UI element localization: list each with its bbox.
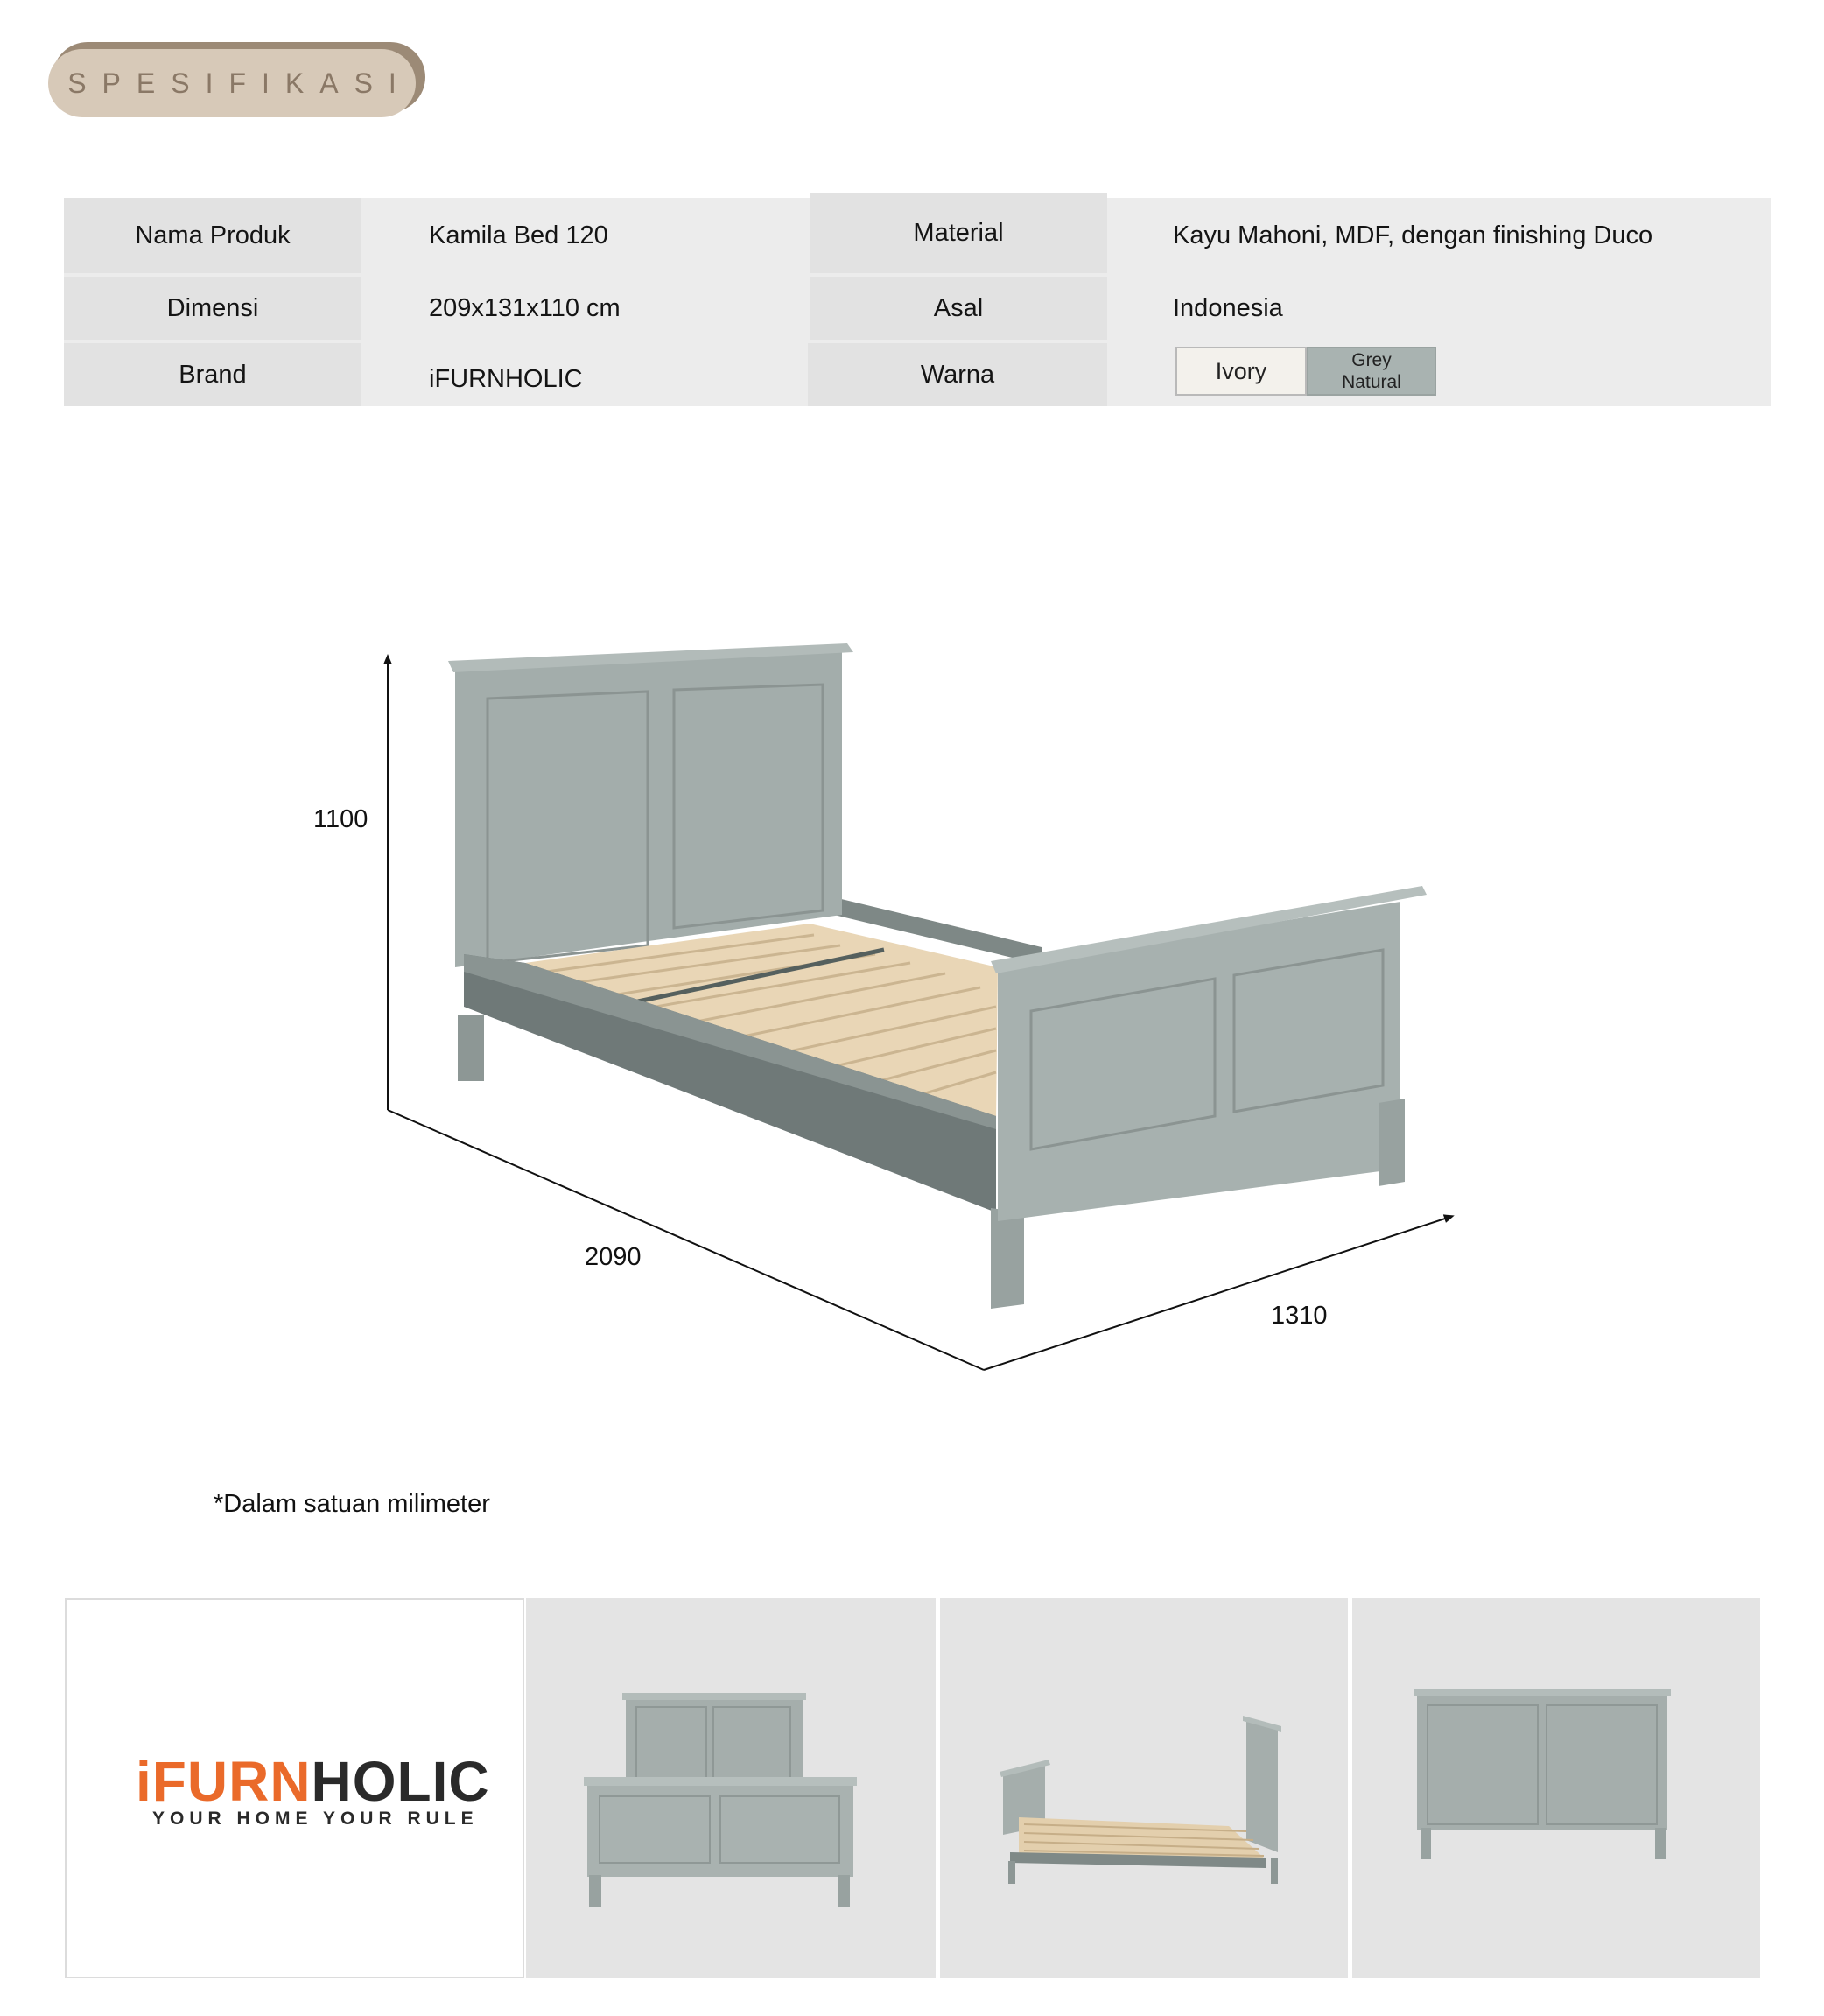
spec-label-material: Material [810,193,1107,273]
spec-value-material: Kayu Mahoni, MDF, dengan finishing Duco [1173,221,1653,249]
color-swatch-grey-label-line2: Natural [1342,372,1401,392]
height-dimension-label: 1100 [313,805,368,833]
spec-label-origin: Asal [810,277,1107,340]
spec-label-product-name: Nama Produk [64,198,361,273]
spec-value-product-name: Kamila Bed 120 [429,221,608,249]
width-dimension-label: 1310 [1271,1302,1328,1330]
section-title: SPESIFIKASI [67,67,412,99]
length-dimension-label: 2090 [585,1243,642,1271]
spec-value-origin: Indonesia [1173,293,1283,322]
color-swatch-grey-label-line1: Grey [1351,350,1392,370]
unit-note: *Dalam satuan milimeter [214,1490,490,1518]
product-thumbnail-front[interactable] [526,1598,936,1978]
bed-front-view-image [526,1598,936,1978]
brand-logo-orange: iFURN [136,1750,312,1813]
bed-side-view-image [940,1598,1348,1978]
bed-illustration [448,643,1427,1309]
spec-value-brand: iFURNHOLIC [429,364,583,393]
headboard-view-image [1352,1598,1760,1978]
color-swatch-ivory-label: Ivory [1215,357,1267,384]
brand-logo [136,1749,490,1814]
spec-label-dimension: Dimensi [64,277,361,340]
product-thumbnail-side[interactable] [940,1598,1348,1978]
spec-label-color: Warna [808,343,1107,406]
brand-logo-dark: HOLIC [311,1750,490,1813]
product-thumbnail-headboard[interactable] [1352,1598,1760,1978]
spec-label-brand: Brand [64,343,361,406]
brand-tagline: YOUR HOME YOUR RULE [152,1809,479,1829]
spec-value-dimension: 209x131x110 cm [429,293,621,322]
width-dimension-line [984,1217,1450,1370]
